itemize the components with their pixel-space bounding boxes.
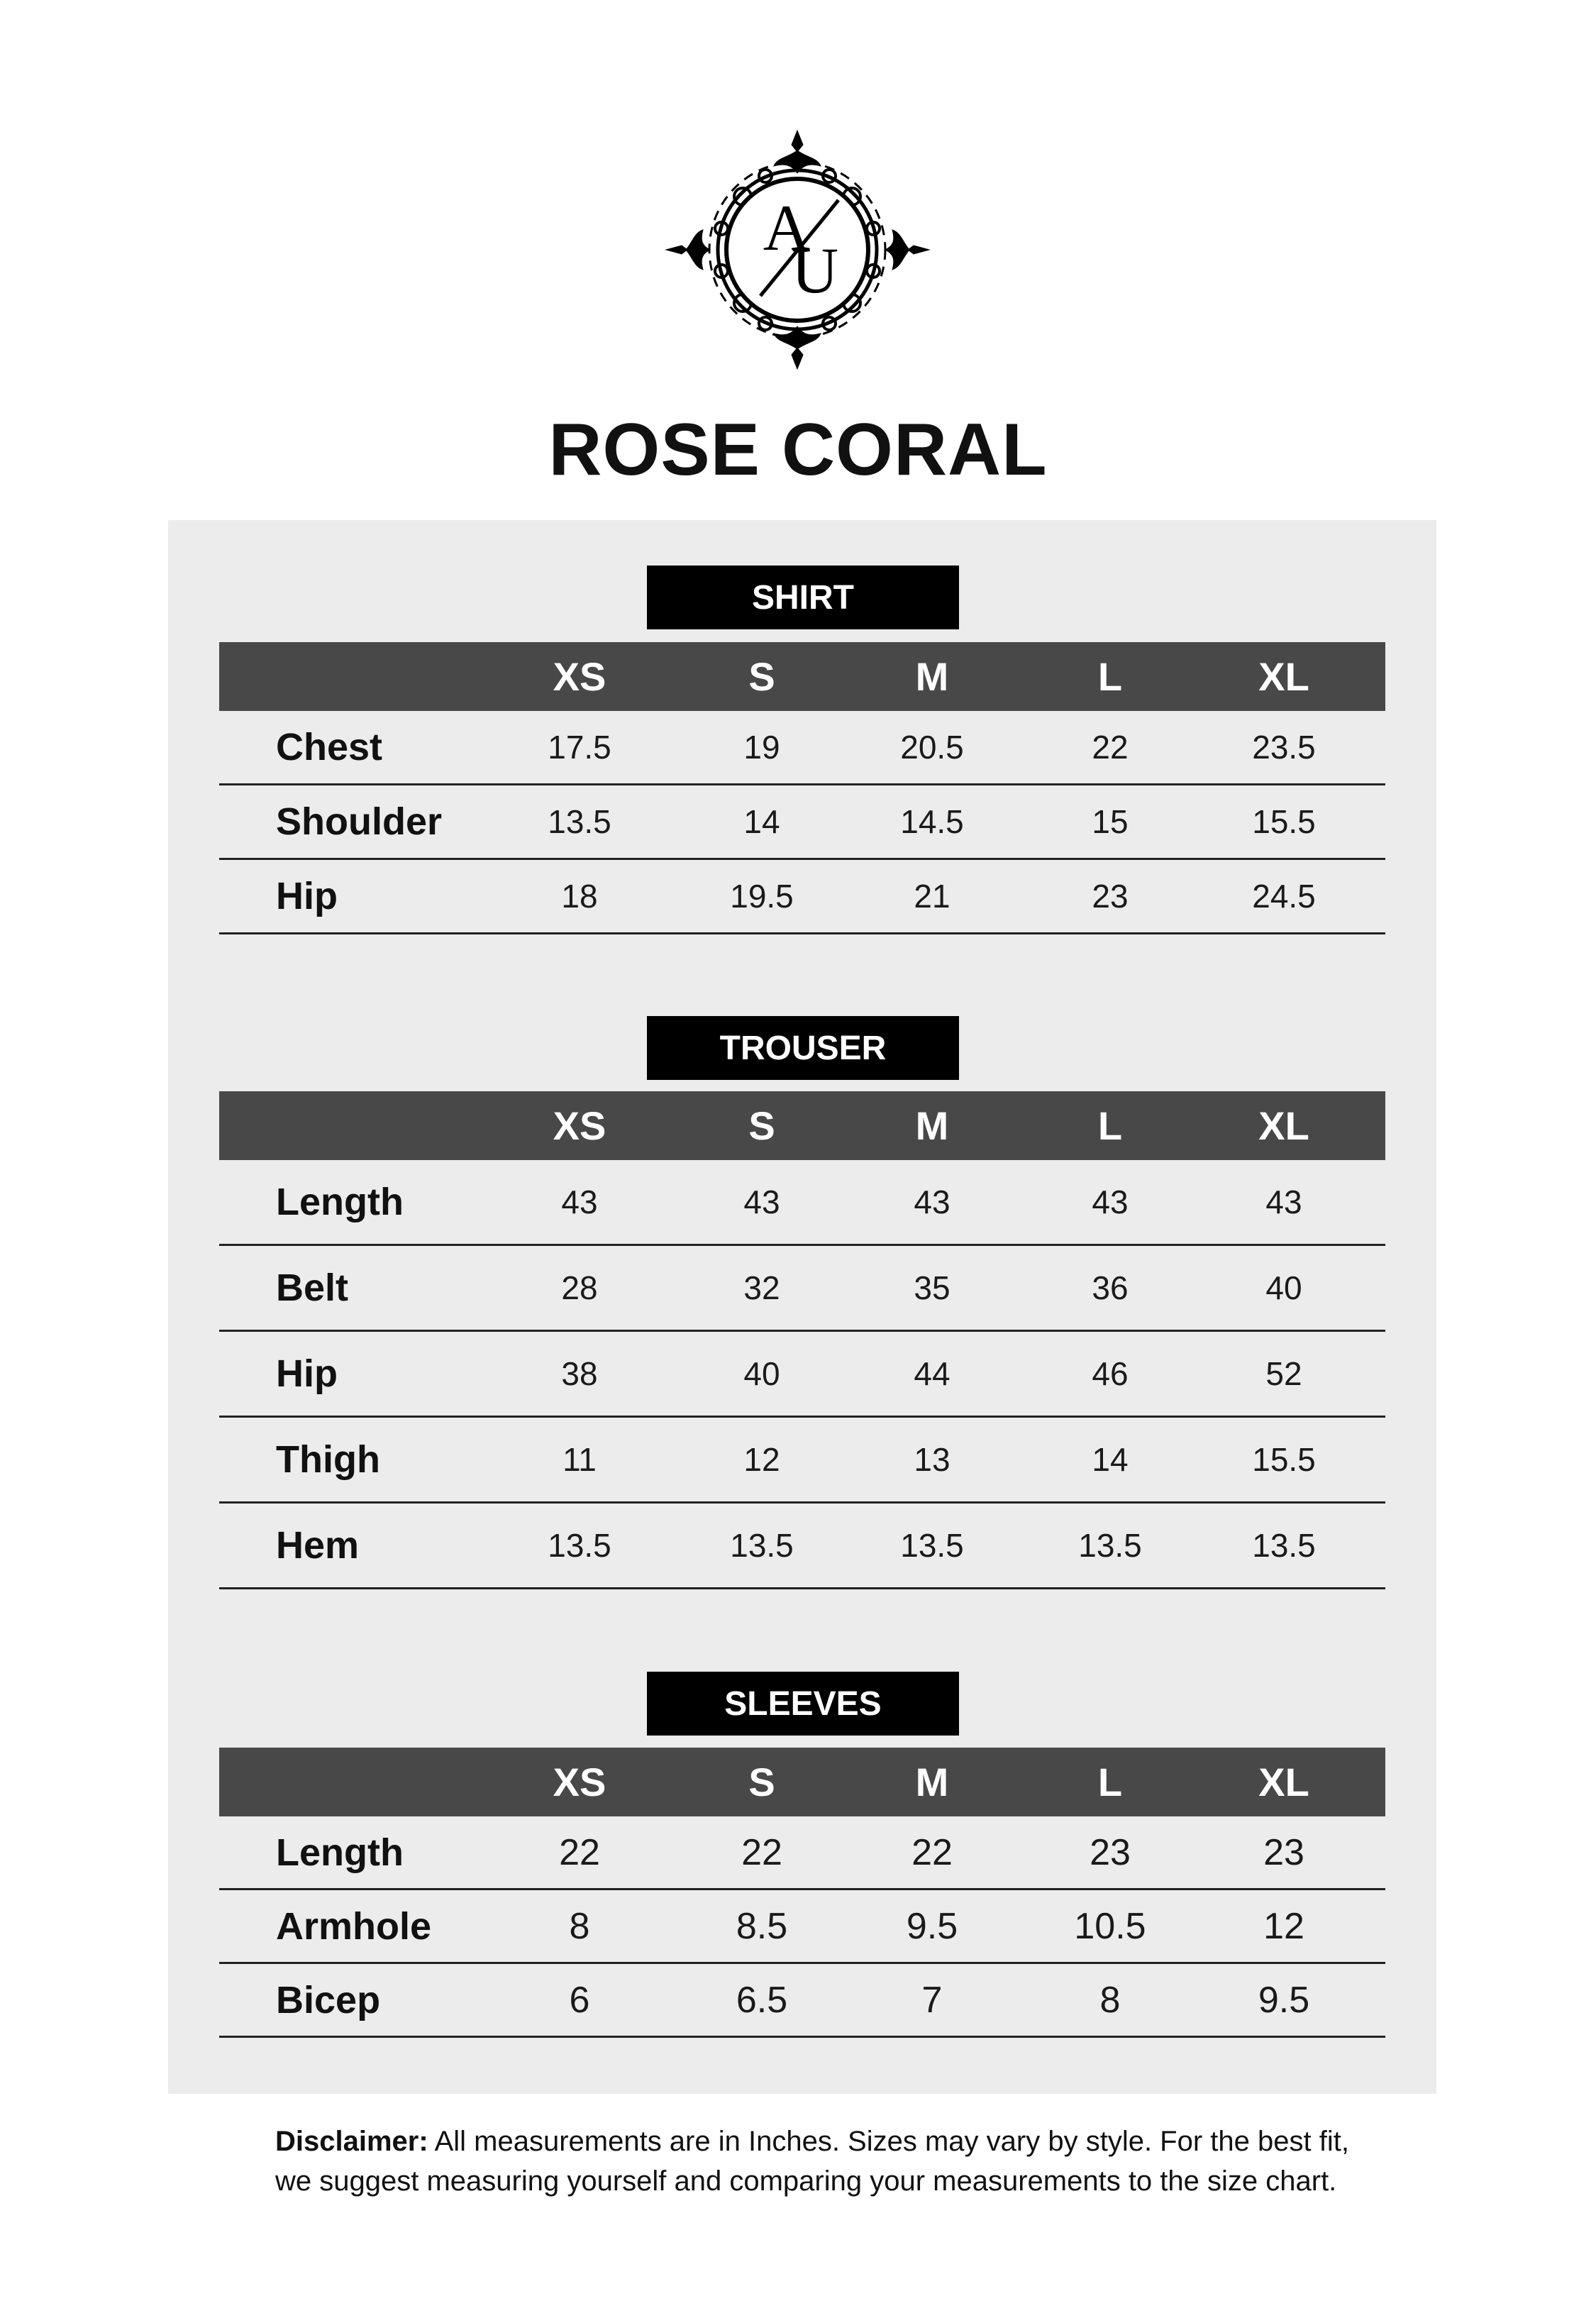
measurement-value: 13.5 xyxy=(1078,1527,1142,1564)
measurement-value: 44 xyxy=(914,1355,951,1392)
measurement-value: 12 xyxy=(1263,1905,1304,1947)
measurement-label: Bicep xyxy=(276,1978,381,2021)
measurement-value: 52 xyxy=(1265,1355,1302,1392)
measurement-value: 6 xyxy=(569,1979,590,2021)
measurement-value: 22 xyxy=(1092,729,1129,766)
measurement-label: Hem xyxy=(276,1524,360,1567)
size-header-m: M xyxy=(915,654,949,699)
measurement-value: 8 xyxy=(1099,1979,1121,2021)
measurement-label: Length xyxy=(276,1181,404,1223)
size-header-xs: XS xyxy=(553,654,606,699)
measurement-value: 43 xyxy=(743,1184,780,1220)
measurement-label: Belt xyxy=(276,1267,349,1309)
trouser-section-title: TROUSER xyxy=(647,1016,959,1080)
table-row xyxy=(219,1816,1385,1890)
measurement-label: Hip xyxy=(276,875,338,917)
measurement-value: 13.5 xyxy=(548,1527,611,1564)
measurement-value: 14.5 xyxy=(900,803,964,840)
table-row xyxy=(219,1160,1385,1246)
measurement-value: 9.5 xyxy=(906,1905,958,1947)
size-header-m: M xyxy=(915,1760,949,1804)
size-header-row xyxy=(219,642,1385,711)
sleeves-section-title: SLEEVES xyxy=(647,1672,959,1736)
disclaimer-label: Disclaimer: xyxy=(275,2126,428,2157)
measurement-value: 13.5 xyxy=(900,1527,964,1564)
table-row xyxy=(219,1964,1385,2038)
table-row xyxy=(219,1890,1385,1964)
measurement-value: 36 xyxy=(1092,1269,1129,1306)
measurement-value: 35 xyxy=(914,1269,951,1306)
measurement-value: 12 xyxy=(743,1441,780,1478)
table-row xyxy=(219,860,1385,934)
size-header-s: S xyxy=(748,1760,775,1804)
table-row xyxy=(219,711,1385,785)
page-title: ROSE CORAL xyxy=(548,409,1048,491)
measurement-value: 15 xyxy=(1092,803,1129,840)
table-row xyxy=(219,1418,1385,1504)
au-monogram-ornate-logo xyxy=(665,129,931,370)
measurement-value: 23 xyxy=(1263,1831,1304,1873)
measurement-value: 23.5 xyxy=(1252,729,1316,766)
measurement-value: 28 xyxy=(561,1269,598,1306)
measurement-value: 32 xyxy=(743,1269,780,1306)
measurement-value: 43 xyxy=(1092,1184,1129,1220)
disclaimer-text: All measurements are in Inches. Sizes may vary by style. For the best fit, we suggest measuring yourself and comparing your measurements to the size chart. xyxy=(275,2126,1349,2197)
measurement-value: 23 xyxy=(1090,1831,1131,1873)
size-header-xl: XL xyxy=(1258,1103,1309,1148)
size-header-row xyxy=(219,1091,1385,1160)
size-header-l: L xyxy=(1097,1760,1123,1804)
table-row xyxy=(219,1504,1385,1589)
measurement-value: 8 xyxy=(569,1905,590,1947)
measurement-value: 8.5 xyxy=(736,1905,788,1947)
measurement-value: 13.5 xyxy=(548,803,611,840)
measurement-label: Shoulder xyxy=(276,800,443,843)
measurement-value: 19 xyxy=(743,729,780,766)
size-header-s: S xyxy=(748,654,775,699)
measurement-value: 40 xyxy=(1265,1269,1302,1306)
shirt-section-title: SHIRT xyxy=(647,566,959,629)
size-header-xl: XL xyxy=(1258,654,1309,699)
measurement-value: 13.5 xyxy=(1252,1527,1316,1564)
measurement-value: 23 xyxy=(1092,878,1129,915)
measurement-value: 17.5 xyxy=(548,729,611,766)
table-row xyxy=(219,1246,1385,1332)
measurement-value: 43 xyxy=(561,1184,598,1220)
measurement-value: 9.5 xyxy=(1258,1979,1310,2021)
measurement-value: 43 xyxy=(914,1184,951,1220)
measurement-value: 14 xyxy=(743,803,780,840)
svg-text:A: A xyxy=(763,192,811,264)
measurement-value: 43 xyxy=(1265,1184,1302,1220)
size-header-xs: XS xyxy=(553,1760,606,1804)
size-header-xs: XS xyxy=(553,1103,606,1148)
measurement-value: 11 xyxy=(563,1441,597,1478)
size-header-s: S xyxy=(748,1103,775,1148)
table-row xyxy=(219,1332,1385,1418)
size-header-l: L xyxy=(1097,654,1123,699)
measurement-label: Armhole xyxy=(276,1904,432,1948)
size-header-m: M xyxy=(915,1103,949,1148)
disclaimer xyxy=(275,2122,1382,2201)
measurement-label: Chest xyxy=(276,726,383,768)
measurement-value: 14 xyxy=(1092,1441,1129,1478)
measurement-value: 19.5 xyxy=(730,878,794,915)
measurement-value: 22 xyxy=(741,1831,782,1873)
svg-text:U: U xyxy=(791,234,839,307)
measurement-value: 18 xyxy=(561,878,598,915)
measurement-value: 13 xyxy=(914,1441,951,1478)
measurement-value: 21 xyxy=(914,878,951,915)
measurement-value: 15.5 xyxy=(1252,803,1316,840)
measurement-value: 46 xyxy=(1092,1355,1129,1392)
measurement-label: Thigh xyxy=(276,1438,380,1481)
measurement-value: 6.5 xyxy=(736,1979,788,2021)
table-row xyxy=(219,785,1385,860)
measurement-value: 10.5 xyxy=(1074,1905,1146,1947)
measurement-value: 20.5 xyxy=(900,729,964,766)
size-header-l: L xyxy=(1097,1103,1123,1148)
measurement-value: 22 xyxy=(559,1831,600,1873)
measurement-value: 13.5 xyxy=(730,1527,794,1564)
size-header-row xyxy=(219,1748,1385,1816)
measurement-value: 38 xyxy=(561,1355,598,1392)
size-header-xl: XL xyxy=(1258,1760,1309,1804)
measurement-value: 7 xyxy=(921,1979,943,2021)
measurement-value: 40 xyxy=(743,1355,780,1392)
measurement-value: 22 xyxy=(911,1831,953,1873)
measurement-label: Hip xyxy=(276,1352,338,1395)
measurement-label: Length xyxy=(276,1831,404,1874)
measurement-value: 15.5 xyxy=(1252,1441,1316,1478)
measurement-value: 24.5 xyxy=(1252,878,1316,915)
